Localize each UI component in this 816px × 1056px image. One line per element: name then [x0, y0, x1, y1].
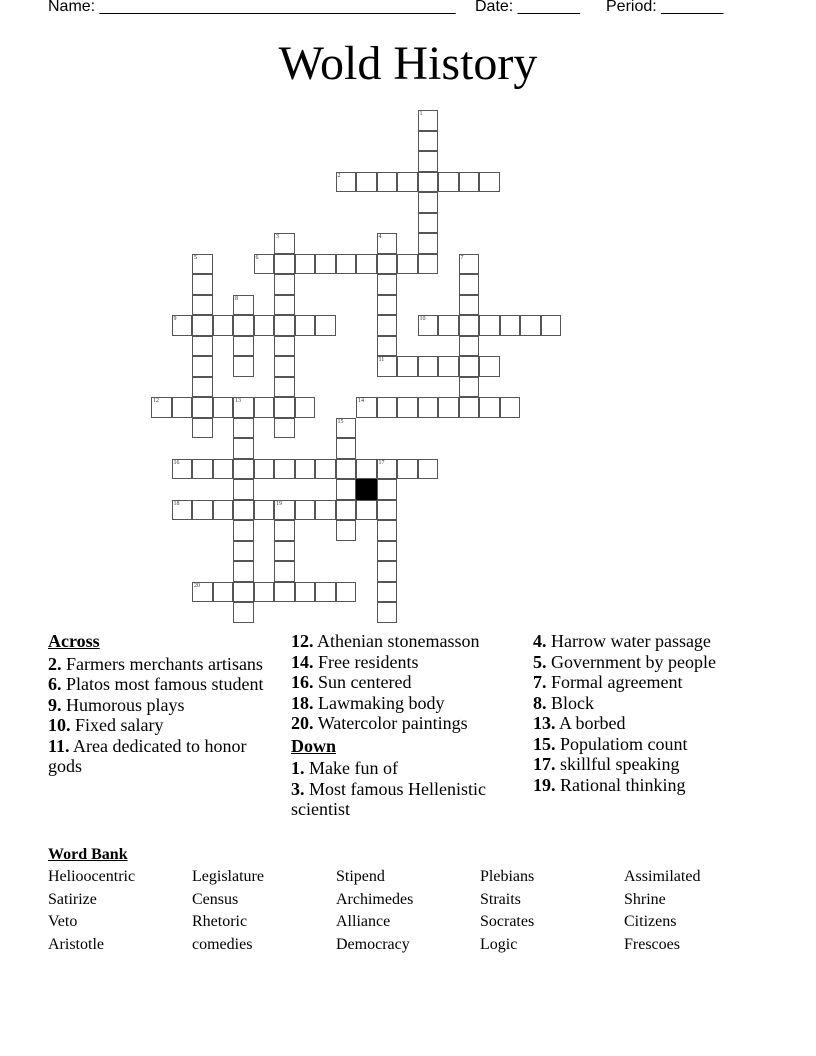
grid-cell[interactable] [377, 295, 398, 316]
grid-cell[interactable] [192, 336, 213, 357]
word-bank-item: comedies [192, 936, 253, 953]
clue-text: Watercolor paintings [317, 713, 468, 733]
grid-cell[interactable] [479, 397, 500, 418]
clue-number: 18 [173, 500, 180, 507]
grid-cell[interactable] [274, 520, 295, 541]
clue-number: 20 [194, 582, 200, 589]
clue-number: 2. [48, 653, 62, 674]
clue-text: Area dedicated to honor gods [48, 735, 247, 776]
grid-cell[interactable] [254, 397, 275, 418]
grid-cell[interactable] [356, 459, 377, 480]
grid-cell[interactable] [418, 397, 439, 418]
word-bank-item: Democracy [336, 936, 410, 953]
clue-text: Free residents [318, 651, 419, 672]
grid-cell[interactable] [192, 500, 213, 521]
grid-cell[interactable] [274, 356, 295, 377]
grid-cell[interactable] [500, 315, 521, 336]
word-bank-title: Word Bank [48, 846, 128, 863]
across-clue [48, 715, 278, 736]
grid-cell[interactable] [377, 459, 398, 480]
clue-text: Lawmaking body [318, 692, 445, 713]
clue-number: 3. [291, 778, 305, 799]
grid-cell[interactable] [418, 233, 439, 254]
grid-cell[interactable] [418, 356, 439, 377]
grid-cell[interactable] [254, 254, 275, 275]
grid-cell[interactable] [336, 418, 357, 439]
word-bank-item: Straits [480, 891, 521, 908]
grid-cell[interactable] [274, 561, 295, 582]
grid-cell[interactable] [459, 172, 480, 193]
grid-cell[interactable] [377, 172, 398, 193]
grid-cell[interactable] [233, 479, 254, 500]
grid-cell[interactable] [233, 541, 254, 562]
down-clue [533, 693, 773, 714]
grid-cell[interactable] [295, 582, 316, 603]
across-heading: Across [48, 631, 100, 651]
word-bank-item: Frescoes [624, 936, 680, 953]
grid-cell[interactable] [418, 254, 439, 275]
grid-cell[interactable] [254, 315, 275, 336]
clue-text: Farmers merchants artisans [66, 653, 263, 674]
clue-number: 15 [337, 418, 344, 425]
word-bank-item: Census [192, 891, 239, 908]
clue-text: Government by people [551, 651, 716, 672]
grid-cell[interactable] [479, 356, 500, 377]
grid-cell[interactable] [377, 397, 398, 418]
grid-cell[interactable] [397, 356, 418, 377]
clue-number: 10. [48, 715, 71, 735]
across-clue [48, 654, 278, 675]
down-clue [533, 672, 773, 693]
grid-cell[interactable] [172, 500, 193, 521]
clue-number: 8 [235, 295, 238, 302]
grid-cell[interactable] [274, 500, 295, 521]
grid-cell[interactable] [315, 315, 336, 336]
grid-cell[interactable] [418, 151, 439, 172]
clues-column-1 [48, 631, 278, 777]
clue-number: 7 [460, 254, 464, 261]
across-clue [48, 674, 278, 695]
clue-text: Harrow water passage [551, 631, 711, 651]
clue-text: Rational thinking [560, 774, 686, 795]
grid-cell[interactable] [192, 295, 213, 316]
grid-cell[interactable] [192, 418, 213, 439]
word-bank-item: Archimedes [336, 891, 414, 908]
grid-cell[interactable] [315, 500, 336, 521]
clue-text: Most famous Hellenistic scientist [291, 778, 486, 819]
grid-cell[interactable] [192, 274, 213, 295]
grid-cell[interactable] [213, 315, 234, 336]
grid-cell[interactable] [274, 315, 295, 336]
grid-cell[interactable] [274, 336, 295, 357]
grid-cell[interactable] [233, 438, 254, 459]
grid-cell[interactable] [356, 397, 377, 418]
name-field: Name: ________________________________________ [48, 0, 456, 15]
word-bank-item: Plebians [480, 868, 535, 885]
grid-cell[interactable] [336, 520, 357, 541]
grid-cell[interactable] [315, 254, 336, 275]
clue-number: 4 [378, 234, 382, 240]
grid-cell[interactable] [336, 172, 357, 193]
clue-number: 11 [378, 357, 385, 363]
down-clue [291, 758, 526, 779]
grid-cell[interactable] [254, 500, 275, 521]
grid-cell[interactable] [459, 295, 480, 316]
grid-cell[interactable] [233, 295, 254, 316]
grid-cell[interactable] [377, 561, 398, 582]
grid-cell[interactable] [377, 356, 398, 377]
grid-cell[interactable] [336, 479, 357, 500]
grid-cell[interactable] [274, 295, 295, 316]
grid-cell[interactable] [192, 459, 213, 480]
clue-number: 4. [533, 631, 547, 651]
grid-cell[interactable] [397, 254, 418, 275]
grid-cell[interactable] [336, 459, 357, 480]
grid-cell[interactable] [233, 582, 254, 603]
grid-cell[interactable] [213, 582, 234, 603]
clue-number: 6. [48, 674, 62, 694]
grid-cell[interactable] [418, 315, 439, 336]
grid-cell[interactable] [377, 520, 398, 541]
word-bank-item: Veto [48, 913, 78, 930]
grid-cell[interactable] [459, 336, 480, 357]
clue-number: 13 [235, 398, 241, 404]
down-clue [533, 652, 773, 673]
grid-cell[interactable] [315, 459, 336, 480]
clue-text: Fixed salary [75, 715, 164, 735]
grid-cell[interactable] [172, 315, 193, 336]
grid-cell[interactable] [377, 254, 398, 275]
word-bank-item: Shrine [624, 891, 666, 908]
grid-cell[interactable] [377, 315, 398, 336]
word-bank-item: Satirize [48, 891, 97, 908]
grid-cell[interactable] [295, 500, 316, 521]
grid-cell[interactable] [418, 213, 439, 234]
grid-cell[interactable] [377, 336, 398, 357]
grid-cell[interactable] [438, 172, 459, 193]
clues-column-2 [291, 631, 526, 820]
clue-number: 19. [533, 774, 556, 795]
word-bank-item: Aristotle [48, 936, 104, 953]
grid-cell[interactable] [336, 254, 357, 275]
across-clue [48, 695, 278, 716]
clue-number: 14 [358, 398, 364, 404]
grid-cell[interactable] [377, 233, 398, 254]
grid-cell[interactable] [377, 479, 398, 500]
grid-cell[interactable] [151, 397, 172, 418]
clue-number: 19 [276, 500, 282, 507]
grid-cell[interactable] [192, 254, 213, 275]
clue-number: 5 [194, 254, 197, 261]
page-title: Wold History [278, 37, 538, 90]
word-bank-item: Alliance [336, 913, 391, 930]
grid-cell[interactable] [459, 356, 480, 377]
grid-cell[interactable] [438, 356, 459, 377]
grid-cell[interactable] [377, 541, 398, 562]
grid-cell[interactable] [438, 397, 459, 418]
grid-cell[interactable] [213, 459, 234, 480]
down-clue [533, 734, 773, 755]
clue-text: Formal agreement [551, 672, 683, 692]
clue-number: 7. [533, 672, 547, 692]
across-clue [291, 713, 526, 734]
clues-column-3 [533, 631, 773, 795]
grid-cell[interactable] [500, 397, 521, 418]
grid-cell[interactable] [233, 520, 254, 541]
clue-number: 12. [291, 631, 314, 651]
word-bank-item: Logic [480, 936, 518, 953]
grid-cell[interactable] [172, 397, 193, 418]
clue-number: 14. [291, 651, 314, 672]
grid-cell[interactable] [397, 172, 418, 193]
grid-cell[interactable] [418, 172, 439, 193]
word-bank-item: Assimilated [624, 868, 701, 885]
grid-cell[interactable] [233, 336, 254, 357]
clue-number: 1. [291, 758, 305, 778]
grid-cell[interactable] [397, 397, 418, 418]
grid-cell[interactable] [459, 377, 480, 398]
grid-cell[interactable] [315, 582, 336, 603]
down-clue [533, 754, 773, 775]
grid-cell[interactable] [459, 274, 480, 295]
grid-cell[interactable] [233, 356, 254, 377]
clue-number: 11. [48, 735, 70, 756]
clue-number: 20. [291, 713, 314, 733]
clue-text: Platos most famous student [66, 674, 264, 694]
grid-cell[interactable] [418, 459, 439, 480]
grid-cell[interactable] [377, 274, 398, 295]
word-bank-item: Rhetoric [192, 913, 248, 930]
clue-number: 17 [378, 459, 385, 466]
clue-number: 16 [173, 459, 180, 466]
across-clue [48, 736, 278, 777]
grid-cell[interactable] [274, 459, 295, 480]
clue-number: 13. [533, 713, 556, 733]
down-heading: Down [291, 735, 337, 756]
grid-cell[interactable] [295, 459, 316, 480]
grid-cell[interactable] [274, 397, 295, 418]
grid-cell[interactable] [336, 582, 357, 603]
clue-text: Make fun of [309, 758, 398, 778]
grid-cell[interactable] [356, 500, 377, 521]
grid-cell[interactable] [274, 418, 295, 439]
across-clue [291, 652, 526, 673]
grid-cell[interactable] [295, 315, 316, 336]
grid-cell[interactable] [295, 254, 316, 275]
down-clue [533, 713, 773, 734]
grid-cell[interactable] [192, 582, 213, 603]
clue-number: 16. [291, 672, 314, 692]
down-clue [533, 775, 773, 796]
grid-cell[interactable] [418, 110, 439, 131]
word-bank-item: Legislature [192, 868, 264, 885]
grid-cell[interactable] [192, 397, 213, 418]
clue-text: skillful speaking [560, 754, 680, 774]
grid-cell[interactable] [274, 254, 295, 275]
grid-cell[interactable] [233, 459, 254, 480]
grid-cell[interactable] [418, 131, 439, 152]
period-field: Period: _______ [606, 0, 724, 15]
grid-cell[interactable] [336, 438, 357, 459]
clue-number: 6 [255, 254, 259, 261]
clue-number: 1 [419, 111, 423, 117]
clue-number: 10 [419, 316, 426, 322]
clue-text: Block [551, 692, 594, 713]
across-clue [291, 631, 526, 652]
grid-cell[interactable] [233, 561, 254, 582]
grid-cell[interactable] [418, 192, 439, 213]
word-bank-item: Helioocentric [48, 868, 136, 885]
grid-cell[interactable] [192, 315, 213, 336]
date-field: Date: _______ [475, 0, 580, 15]
grid-cell[interactable] [172, 459, 193, 480]
clue-text: Sun centered [318, 672, 412, 692]
grid-cell[interactable] [520, 315, 541, 336]
clue-text: Populatiom count [560, 733, 688, 754]
grid-cell[interactable] [233, 602, 254, 623]
grid-cell[interactable] [377, 602, 398, 623]
grid-cell[interactable] [459, 254, 480, 275]
grid-cell[interactable] [541, 315, 562, 336]
clue-number: 12 [153, 398, 159, 404]
clue-number: 5. [533, 651, 547, 672]
clue-number: 8. [533, 692, 547, 713]
down-clue [533, 631, 773, 652]
grid-cell[interactable] [336, 500, 357, 521]
grid-cell[interactable] [274, 377, 295, 398]
clue-number: 3 [276, 234, 279, 240]
clue-number: 15. [533, 733, 556, 754]
grid-cell[interactable] [295, 397, 316, 418]
clue-text: Athenian stonemasson [317, 631, 480, 651]
grid-cell[interactable] [254, 459, 275, 480]
clue-number: 18. [291, 692, 314, 713]
grid-cell[interactable] [274, 274, 295, 295]
grid-cell[interactable] [192, 356, 213, 377]
grid-cell[interactable] [274, 582, 295, 603]
grid-cell[interactable] [274, 541, 295, 562]
grid-cell[interactable] [397, 459, 418, 480]
grid-cell[interactable] [459, 315, 480, 336]
grid-cell[interactable] [233, 418, 254, 439]
word-bank-item: Socrates [480, 913, 535, 930]
clue-number: 9 [173, 316, 177, 322]
clue-number: 2 [337, 172, 341, 179]
grid-cell[interactable] [233, 397, 254, 418]
grid-cell[interactable] [213, 500, 234, 521]
grid-cell[interactable] [438, 315, 459, 336]
clue-number: 9. [48, 694, 62, 715]
grid-cell[interactable] [377, 582, 398, 603]
grid-cell[interactable] [459, 397, 480, 418]
across-clue [291, 693, 526, 714]
grid-cell[interactable] [356, 254, 377, 275]
down-clue [291, 779, 526, 820]
grid-cell[interactable] [254, 582, 275, 603]
grid-cell[interactable] [479, 315, 500, 336]
grid-cell[interactable] [233, 500, 254, 521]
grid-cell[interactable] [213, 397, 234, 418]
grid-cell[interactable] [192, 377, 213, 398]
black-cell [356, 479, 377, 500]
clue-text: A borbed [559, 713, 626, 733]
grid-cell[interactable] [479, 172, 500, 193]
word-bank-item: Citizens [624, 913, 677, 930]
clue-text: Humorous plays [66, 694, 185, 715]
grid-cell[interactable] [233, 315, 254, 336]
grid-cell[interactable] [274, 233, 295, 254]
across-clue [291, 672, 526, 693]
grid-cell[interactable] [377, 500, 398, 521]
word-bank-item: Stipend [336, 868, 385, 885]
clue-number: 17. [533, 754, 556, 774]
grid-cell[interactable] [356, 172, 377, 193]
